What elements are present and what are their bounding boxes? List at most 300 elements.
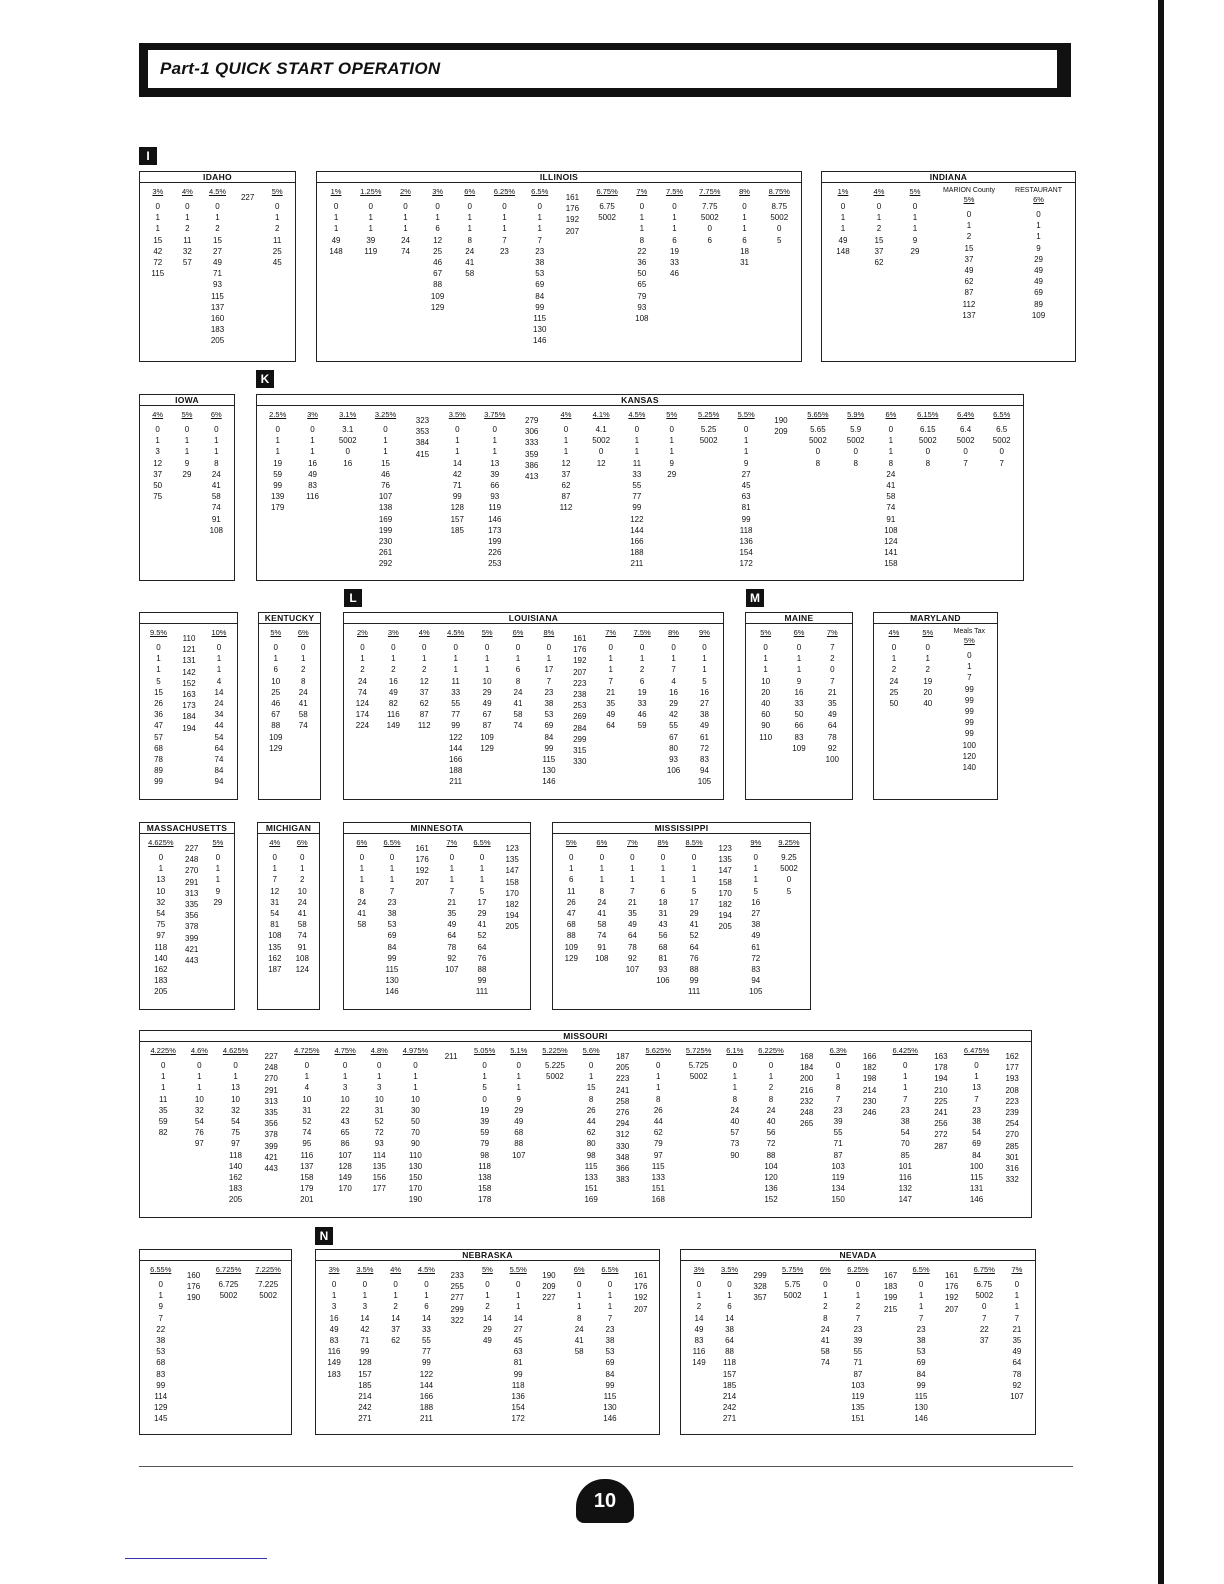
- table-cell: 44: [214, 721, 224, 731]
- table-cell: 130: [385, 976, 399, 986]
- table-cell: 128: [338, 1161, 352, 1171]
- table-cell: 83: [794, 732, 804, 742]
- table-cell: 0: [342, 1061, 348, 1070]
- table-cell: 14: [482, 1313, 492, 1323]
- table-cell: 192: [634, 1293, 648, 1303]
- table-cell: 2: [185, 224, 190, 234]
- table-cell: 130: [408, 1161, 423, 1171]
- table-cell: 37: [153, 469, 163, 479]
- table-cell: 150: [831, 1195, 845, 1205]
- column-header: 4.1%: [592, 410, 610, 419]
- rate-column: [748, 838, 764, 998]
- rate-column: [150, 187, 166, 347]
- table-cell: 0: [331, 1280, 337, 1289]
- table-cell: 1: [576, 1302, 582, 1312]
- table-cell: 20: [923, 687, 933, 697]
- table-cell: 149: [386, 721, 400, 731]
- table-cell: 99: [964, 707, 974, 717]
- table-cell: 384: [415, 438, 430, 448]
- table-cell: 1: [727, 1291, 732, 1301]
- table-cell: 173: [488, 525, 502, 535]
- table-cell: 0: [840, 202, 846, 211]
- table-cell: 0: [999, 447, 1004, 457]
- column-header: 7.225%: [255, 1265, 281, 1274]
- column-header: 8%: [657, 838, 669, 847]
- table-cell: 199: [378, 525, 393, 535]
- table-cell: 64: [725, 1336, 734, 1346]
- table-cell: 316: [1005, 1164, 1019, 1174]
- table-cell: 10: [761, 676, 771, 686]
- table-cell: 1: [184, 436, 190, 446]
- table-cell: 0: [273, 643, 278, 652]
- table-cell: 230: [862, 1096, 877, 1106]
- table-cell: 0: [639, 643, 645, 652]
- rate-column: [398, 187, 414, 347]
- table-cell: 62: [391, 1336, 401, 1346]
- table-cell: 5.225: [544, 1061, 565, 1070]
- table-cell: 29: [477, 909, 487, 919]
- table-cell: 91: [597, 942, 607, 952]
- table-cell: 242: [358, 1403, 372, 1413]
- table-cell: 359: [525, 449, 539, 459]
- rate-column: [383, 838, 400, 998]
- column-header: 5.05%: [474, 1046, 496, 1055]
- table-cell: 25: [433, 246, 443, 256]
- table-cell: 83: [156, 1369, 166, 1379]
- table-cell: 1: [389, 875, 395, 885]
- table-cell: 4: [671, 676, 676, 686]
- table-cell: 255: [450, 1282, 464, 1292]
- table-title: NEVADA: [681, 1250, 1035, 1261]
- table-cell: 69: [1034, 288, 1043, 298]
- column-header: 4%: [873, 187, 885, 196]
- table-cell: 115: [914, 1392, 928, 1402]
- table-columns: [257, 406, 1023, 570]
- rate-column: [148, 838, 173, 998]
- column-header: 4.725%: [294, 1046, 320, 1055]
- table-cell: 91: [886, 514, 896, 524]
- table-cell: 35: [627, 909, 637, 919]
- table-cell: 5.9: [850, 425, 862, 434]
- table-cell: 34: [214, 710, 224, 720]
- table-cell: 1: [160, 1083, 166, 1093]
- table-cell: 24: [597, 897, 607, 907]
- table-cell: 11: [451, 676, 460, 686]
- table-cell: 256: [934, 1119, 948, 1129]
- table-cell: 107: [445, 965, 459, 975]
- table-cell: 301: [1005, 1152, 1019, 1162]
- table-cell: 279: [525, 416, 539, 425]
- table-cell: 443: [185, 956, 199, 966]
- rate-column: [209, 187, 226, 347]
- column-header: 2%: [400, 187, 411, 196]
- table-cell: 185: [450, 525, 464, 535]
- table-cell: 7: [449, 886, 455, 896]
- table-cell: 12: [270, 886, 280, 896]
- table-cell: 49: [838, 235, 848, 245]
- table-cell: 99: [421, 1358, 431, 1368]
- rate-column: [847, 1265, 868, 1425]
- table-cell: 118: [229, 1150, 242, 1160]
- table-cell: 75: [231, 1128, 241, 1138]
- table-cell: 5002: [846, 436, 865, 446]
- column-header: 6.25%: [493, 187, 516, 196]
- table-cell: 1: [669, 447, 674, 457]
- rate-column: [696, 628, 712, 788]
- column-header: 5.25%: [698, 410, 720, 419]
- table-cell: 99: [477, 976, 487, 986]
- table-cell: 211: [630, 559, 644, 569]
- table-cell: 8: [599, 886, 605, 896]
- table-cell: 348: [615, 1152, 630, 1162]
- table-cell: 357: [753, 1293, 767, 1303]
- table-cell: 129: [480, 743, 494, 753]
- table-cell: 128: [450, 503, 464, 513]
- table-cell: 55: [632, 481, 642, 491]
- rate-column: [449, 1265, 465, 1425]
- table-cell: 224: [355, 721, 370, 731]
- table-cell: 84: [387, 942, 397, 952]
- table-cell: 74: [297, 931, 307, 941]
- table-cell: 161: [944, 1271, 959, 1280]
- table-cell: 7: [835, 1094, 841, 1104]
- rate-column: [356, 1265, 373, 1425]
- table-cell: 1: [918, 1302, 924, 1312]
- table-cell: 45: [741, 481, 751, 491]
- table-louisiana: [343, 612, 724, 800]
- table-cell: 1: [742, 213, 747, 223]
- table-columns: [681, 1261, 1035, 1425]
- column-header: 5.725%: [685, 1046, 712, 1055]
- table-cell: 158: [718, 877, 732, 887]
- table-cell: 0: [393, 1280, 398, 1289]
- table-cell: 88: [271, 721, 281, 731]
- table-cell: 3: [331, 1302, 337, 1312]
- table-cell: 27: [700, 699, 709, 709]
- table-cell: 158: [477, 1184, 492, 1194]
- table-title: MAINE: [746, 613, 852, 624]
- table-cell: 72: [751, 953, 761, 963]
- table-cell: 5002: [918, 436, 937, 446]
- table-cell: 7: [630, 886, 635, 896]
- table-cell: 169: [584, 1195, 598, 1205]
- table-cell: 0: [215, 202, 220, 211]
- table-cell: 97: [231, 1139, 241, 1149]
- column-header: 6.5%: [383, 838, 401, 847]
- table-cell: 6: [742, 235, 747, 245]
- rate-column: [738, 410, 755, 570]
- table-cell: 10: [374, 1094, 384, 1104]
- table-cell: 1: [639, 224, 645, 234]
- table-cell: 2: [391, 665, 396, 675]
- table-cell: 97: [653, 1150, 663, 1160]
- table-cell: 415: [415, 449, 430, 459]
- table-cell: 154: [511, 1403, 525, 1413]
- table-cell: 1: [383, 447, 388, 457]
- table-cell: 26: [566, 897, 576, 907]
- table-cell: 1: [855, 1291, 861, 1301]
- table-cell: 41: [465, 258, 475, 268]
- table-cell: 78: [447, 942, 457, 952]
- table-cell: 24: [214, 699, 224, 709]
- table-cell: 1: [974, 1072, 979, 1082]
- table-cell: 35: [1012, 1336, 1022, 1346]
- table-columns: [316, 1261, 659, 1425]
- table-cell: 0: [599, 853, 605, 862]
- column-header: 3.25%: [374, 410, 397, 419]
- table-cell: 1: [702, 665, 707, 675]
- table-kentucky: [258, 612, 321, 800]
- table-cell: 14: [725, 1313, 734, 1323]
- table-cell: 1: [300, 864, 305, 874]
- table-cell: 0: [830, 665, 835, 675]
- table-columns: [317, 183, 801, 347]
- table-cell: 67: [482, 710, 492, 720]
- table-cell: 1: [453, 654, 458, 664]
- table-cell: 111: [475, 987, 489, 997]
- table-cell: 62: [653, 1128, 663, 1138]
- table-cell: 378: [264, 1130, 278, 1140]
- table-cell: 81: [741, 503, 751, 513]
- table-cell: 116: [898, 1173, 912, 1183]
- table-cell: 83: [700, 755, 709, 765]
- table-cell: 44: [653, 1117, 663, 1127]
- table-cell: 84: [916, 1369, 926, 1379]
- table-cell: 99: [964, 718, 974, 728]
- table-cell: 1: [903, 1083, 908, 1093]
- table-cell: 81: [513, 1358, 523, 1368]
- table-cell: 207: [634, 1304, 648, 1314]
- table-cell: 1: [912, 213, 918, 223]
- table-cell: 7: [389, 886, 395, 896]
- table-cell: 8: [888, 458, 894, 468]
- table-columns: [822, 183, 1075, 321]
- table-cell: 6.75: [976, 1280, 993, 1289]
- table-cell: 68: [514, 1128, 524, 1138]
- table-cell: 24: [886, 469, 896, 479]
- table-cell: 227: [542, 1293, 556, 1303]
- table-cell: 101: [898, 1161, 912, 1171]
- table-cell: 106: [666, 766, 681, 776]
- table-cell: 242: [722, 1403, 737, 1413]
- table-cell: 32: [194, 1105, 204, 1115]
- table-cell: 248: [185, 855, 199, 865]
- table-cell: 261: [378, 548, 393, 558]
- table-cell: 330: [615, 1141, 630, 1151]
- table-cell: 194: [505, 911, 519, 921]
- rate-column: [943, 187, 995, 321]
- table-cell: 114: [154, 1392, 168, 1402]
- rate-column: [634, 628, 651, 788]
- table-cell: 1: [453, 665, 458, 675]
- table-idaho: [139, 171, 296, 362]
- table-cell: 108: [635, 314, 649, 324]
- column-header: 4.975%: [402, 1046, 429, 1055]
- table-cell: 162: [154, 965, 168, 975]
- table-cell: 118: [723, 1358, 736, 1368]
- table-cell: 150: [408, 1173, 423, 1183]
- table-cell: 5: [777, 235, 782, 245]
- table-cell: 108: [595, 953, 609, 963]
- table-cell: 1: [393, 1291, 398, 1301]
- table-cell: 74: [214, 755, 224, 765]
- table-cell: 29: [689, 909, 699, 919]
- table-cell: 10: [271, 676, 281, 686]
- table-cell: 1: [502, 213, 507, 223]
- table-cell: 328: [753, 1282, 767, 1292]
- table-cell: 179: [271, 503, 285, 513]
- table-cell: 173: [182, 701, 196, 711]
- table-cell: 232: [799, 1096, 814, 1106]
- table-cell: 161: [565, 193, 580, 202]
- section-letter-i: I: [139, 147, 157, 165]
- table-cell: 0: [786, 875, 792, 885]
- table-cell: 211: [444, 1052, 458, 1061]
- table-cell: 67: [433, 269, 443, 279]
- table-cell: 83: [308, 481, 317, 491]
- table-cell: 58: [574, 1347, 584, 1357]
- table-cell: 64: [447, 931, 457, 941]
- table-cell: 49: [1012, 1347, 1022, 1357]
- table-cell: 12: [561, 458, 571, 468]
- table-cell: 176: [186, 1282, 201, 1292]
- table-columns: [259, 624, 320, 754]
- rate-column: [603, 628, 619, 788]
- table-cell: 190: [542, 1271, 556, 1280]
- table-cell: 76: [689, 953, 699, 963]
- table-cell: 1: [608, 654, 613, 664]
- header-banner: [139, 43, 1071, 97]
- table-cell: 1: [155, 436, 160, 446]
- table-cell: 29: [182, 469, 192, 479]
- table-cell: 29: [514, 1105, 524, 1115]
- table-cell: 58: [465, 269, 475, 279]
- table-cell: 1: [1036, 232, 1041, 242]
- table-cell: 23: [499, 246, 509, 256]
- table-cell: 107: [378, 492, 393, 502]
- table-cell: 99: [964, 729, 974, 739]
- table-cell: 216: [799, 1085, 814, 1095]
- table-cell: 4.1: [595, 425, 607, 434]
- table-cell: 17: [689, 897, 699, 907]
- table-cell: 1: [158, 1291, 163, 1301]
- table-cell: 170: [338, 1184, 352, 1194]
- rate-column: [646, 1046, 671, 1206]
- table-cell: 248: [264, 1063, 278, 1073]
- table-cell: 15: [964, 243, 974, 253]
- rate-column: [403, 1046, 428, 1206]
- table-cell: 7: [502, 235, 507, 245]
- rate-column: [782, 1265, 803, 1425]
- column-header: 6%: [1033, 195, 1044, 204]
- table-cell: 1: [155, 224, 160, 234]
- table-cell: 85: [900, 1150, 910, 1160]
- table-cell: 115: [584, 1161, 598, 1171]
- table-cell: 41: [597, 909, 607, 919]
- table-cell: 139: [271, 492, 285, 502]
- table-cell: 40: [766, 1117, 776, 1127]
- table-cell: 1: [876, 213, 882, 223]
- table-cell: 157: [450, 514, 464, 524]
- table-cell: 1: [492, 447, 497, 457]
- table-cell: 144: [630, 525, 644, 535]
- table-cell: 76: [381, 481, 390, 491]
- table-cell: 0: [671, 643, 676, 652]
- table-cell: 41: [513, 699, 523, 709]
- table-cell: 0: [310, 425, 315, 434]
- table-cell: 141: [884, 548, 898, 558]
- table-cell: 5.75: [784, 1280, 801, 1289]
- rate-column: [294, 838, 310, 975]
- table-cell: 1: [796, 665, 802, 675]
- table-cell: 1: [377, 1072, 382, 1082]
- table-cell: 107: [512, 1150, 526, 1160]
- table-cell: 49: [627, 920, 637, 930]
- table-cell: 38: [972, 1117, 981, 1127]
- table-cell: 0: [891, 643, 897, 652]
- table-cell: 8: [656, 1094, 661, 1104]
- table-cell: 199: [488, 537, 502, 547]
- table-cell: 378: [185, 922, 199, 932]
- table-cell: 1: [482, 1072, 487, 1082]
- rate-column: [957, 410, 975, 570]
- table-cell: 130: [914, 1403, 928, 1413]
- table-cell: 59: [158, 1117, 168, 1127]
- table-cell: 215: [883, 1304, 898, 1314]
- table-cell: 335: [185, 900, 199, 910]
- table-title: MISSOURI: [140, 1031, 1031, 1042]
- rate-column: [862, 1046, 878, 1206]
- table-cell: 135: [505, 855, 519, 865]
- column-header: 4.6%: [190, 1046, 208, 1055]
- rate-column: [615, 1046, 631, 1206]
- table-cell: 94: [700, 766, 709, 776]
- table-cell: 6: [707, 235, 712, 245]
- table-cell: 1: [389, 864, 395, 874]
- table-cell: 99: [964, 695, 974, 705]
- table-cell: 188: [448, 766, 463, 776]
- table-cell: 0: [607, 1280, 613, 1289]
- table-cell: 271: [722, 1414, 737, 1424]
- table-cell: 1: [1014, 1302, 1020, 1312]
- column-header: 3.75%: [484, 410, 506, 419]
- table-cell: 353: [415, 427, 430, 437]
- table-columns: [140, 1042, 1031, 1206]
- table-cell: 106: [656, 976, 670, 986]
- table-cell: 5002: [598, 213, 616, 223]
- table-cell: 5: [786, 886, 792, 896]
- column-header: 6.5%: [912, 1265, 930, 1274]
- table-cell: 87: [833, 1150, 843, 1160]
- table-cell: 137: [962, 310, 976, 320]
- table-cell: 35: [447, 909, 457, 919]
- table-cell: 2: [639, 665, 645, 675]
- table-cell: 49: [1034, 266, 1043, 276]
- table-cell: 190: [408, 1195, 423, 1205]
- table-cell: 42: [669, 710, 679, 720]
- table-cell: 55: [833, 1128, 843, 1138]
- table-cell: 152: [764, 1195, 778, 1205]
- column-header: 9.25%: [778, 838, 800, 847]
- rate-column: [791, 628, 807, 765]
- table-cell: 1: [449, 864, 455, 874]
- rate-column: [531, 187, 548, 347]
- table-cell: 140: [228, 1161, 243, 1171]
- rate-column: [211, 628, 227, 788]
- table-cell: 2: [768, 1083, 774, 1093]
- column-header: 6.225%: [758, 1046, 784, 1055]
- table-cell: 24: [298, 687, 308, 697]
